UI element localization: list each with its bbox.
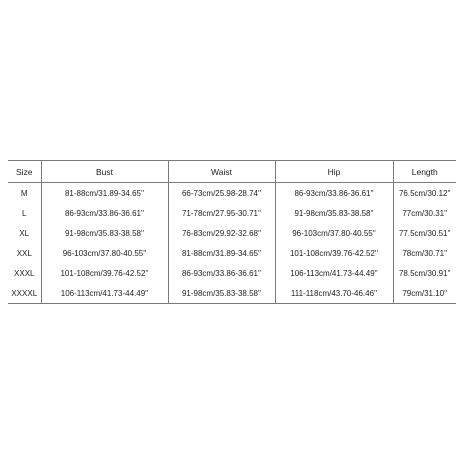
header-bust: Bust — [41, 161, 168, 183]
header-hip: Hip — [275, 161, 393, 183]
length-cell: 77.5cm/30.51'' — [393, 223, 456, 243]
bust-cell: 96-103cm/37.80-40.55'' — [41, 243, 168, 263]
size-cell: XXXXL — [8, 283, 41, 304]
length-cell: 78cm/30.71'' — [393, 243, 456, 263]
size-cell: L — [22, 208, 27, 218]
bust-cell: 106-113cm/41.73-44.49'' — [41, 283, 168, 304]
table-row — [8, 183, 456, 204]
size-cell: XXXL — [14, 268, 35, 278]
size-cell: XXL — [16, 248, 32, 258]
length-cell: 77cm/30.31'' — [393, 203, 456, 223]
bust-cell: 101-108cm/39.76-42.52'' — [41, 263, 168, 283]
table-row — [8, 203, 456, 223]
waist-cell: 91-98cm/35.83-38.58'' — [168, 283, 275, 304]
table-row — [8, 283, 456, 304]
hip-cell: 86-93cm/33.86-36.61'' — [275, 183, 393, 204]
waist-cell: 81-88cm/31.89-34.65'' — [168, 243, 275, 263]
hip-cell: 91-98cm/35.83-38.58'' — [275, 203, 393, 223]
bust-cell: 81-88cm/31.89-34.65'' — [41, 183, 168, 204]
table-row — [8, 243, 456, 263]
length-cell: 79cm/31.10'' — [393, 283, 456, 304]
size-chart-table — [8, 160, 456, 304]
hip-cell: 111-118cm/43.70-46.46'' — [275, 283, 393, 304]
header-length: Length — [393, 161, 456, 183]
size-cell: XL — [19, 228, 30, 238]
bust-cell: 86-93cm/33.86-36.61'' — [41, 203, 168, 223]
length-cell: 76.5cm/30.12'' — [393, 183, 456, 204]
table-row — [8, 263, 456, 283]
waist-cell: 76-83cm/29.92-32.68'' — [168, 223, 275, 243]
header-size: Size — [8, 161, 41, 183]
bust-cell: 91-98cm/35.83-38.58'' — [41, 223, 168, 243]
waist-cell: 86-93cm/33.86-36.61'' — [168, 263, 275, 283]
hip-cell: 106-113cm/41.73-44.49'' — [275, 263, 393, 283]
hip-cell: 96-103cm/37.80-40.55'' — [275, 223, 393, 243]
size-cell: M — [20, 188, 28, 198]
table-header-row — [8, 161, 456, 183]
length-cell: 78.5cm/30.91'' — [393, 263, 456, 283]
hip-cell: 101-108cm/39.76-42.52'' — [275, 243, 393, 263]
waist-cell: 66-73cm/25.98-28.74'' — [168, 183, 275, 204]
header-waist: Waist — [168, 161, 275, 183]
waist-cell: 71-78cm/27.95-30.71'' — [168, 203, 275, 223]
table-row — [8, 223, 456, 243]
